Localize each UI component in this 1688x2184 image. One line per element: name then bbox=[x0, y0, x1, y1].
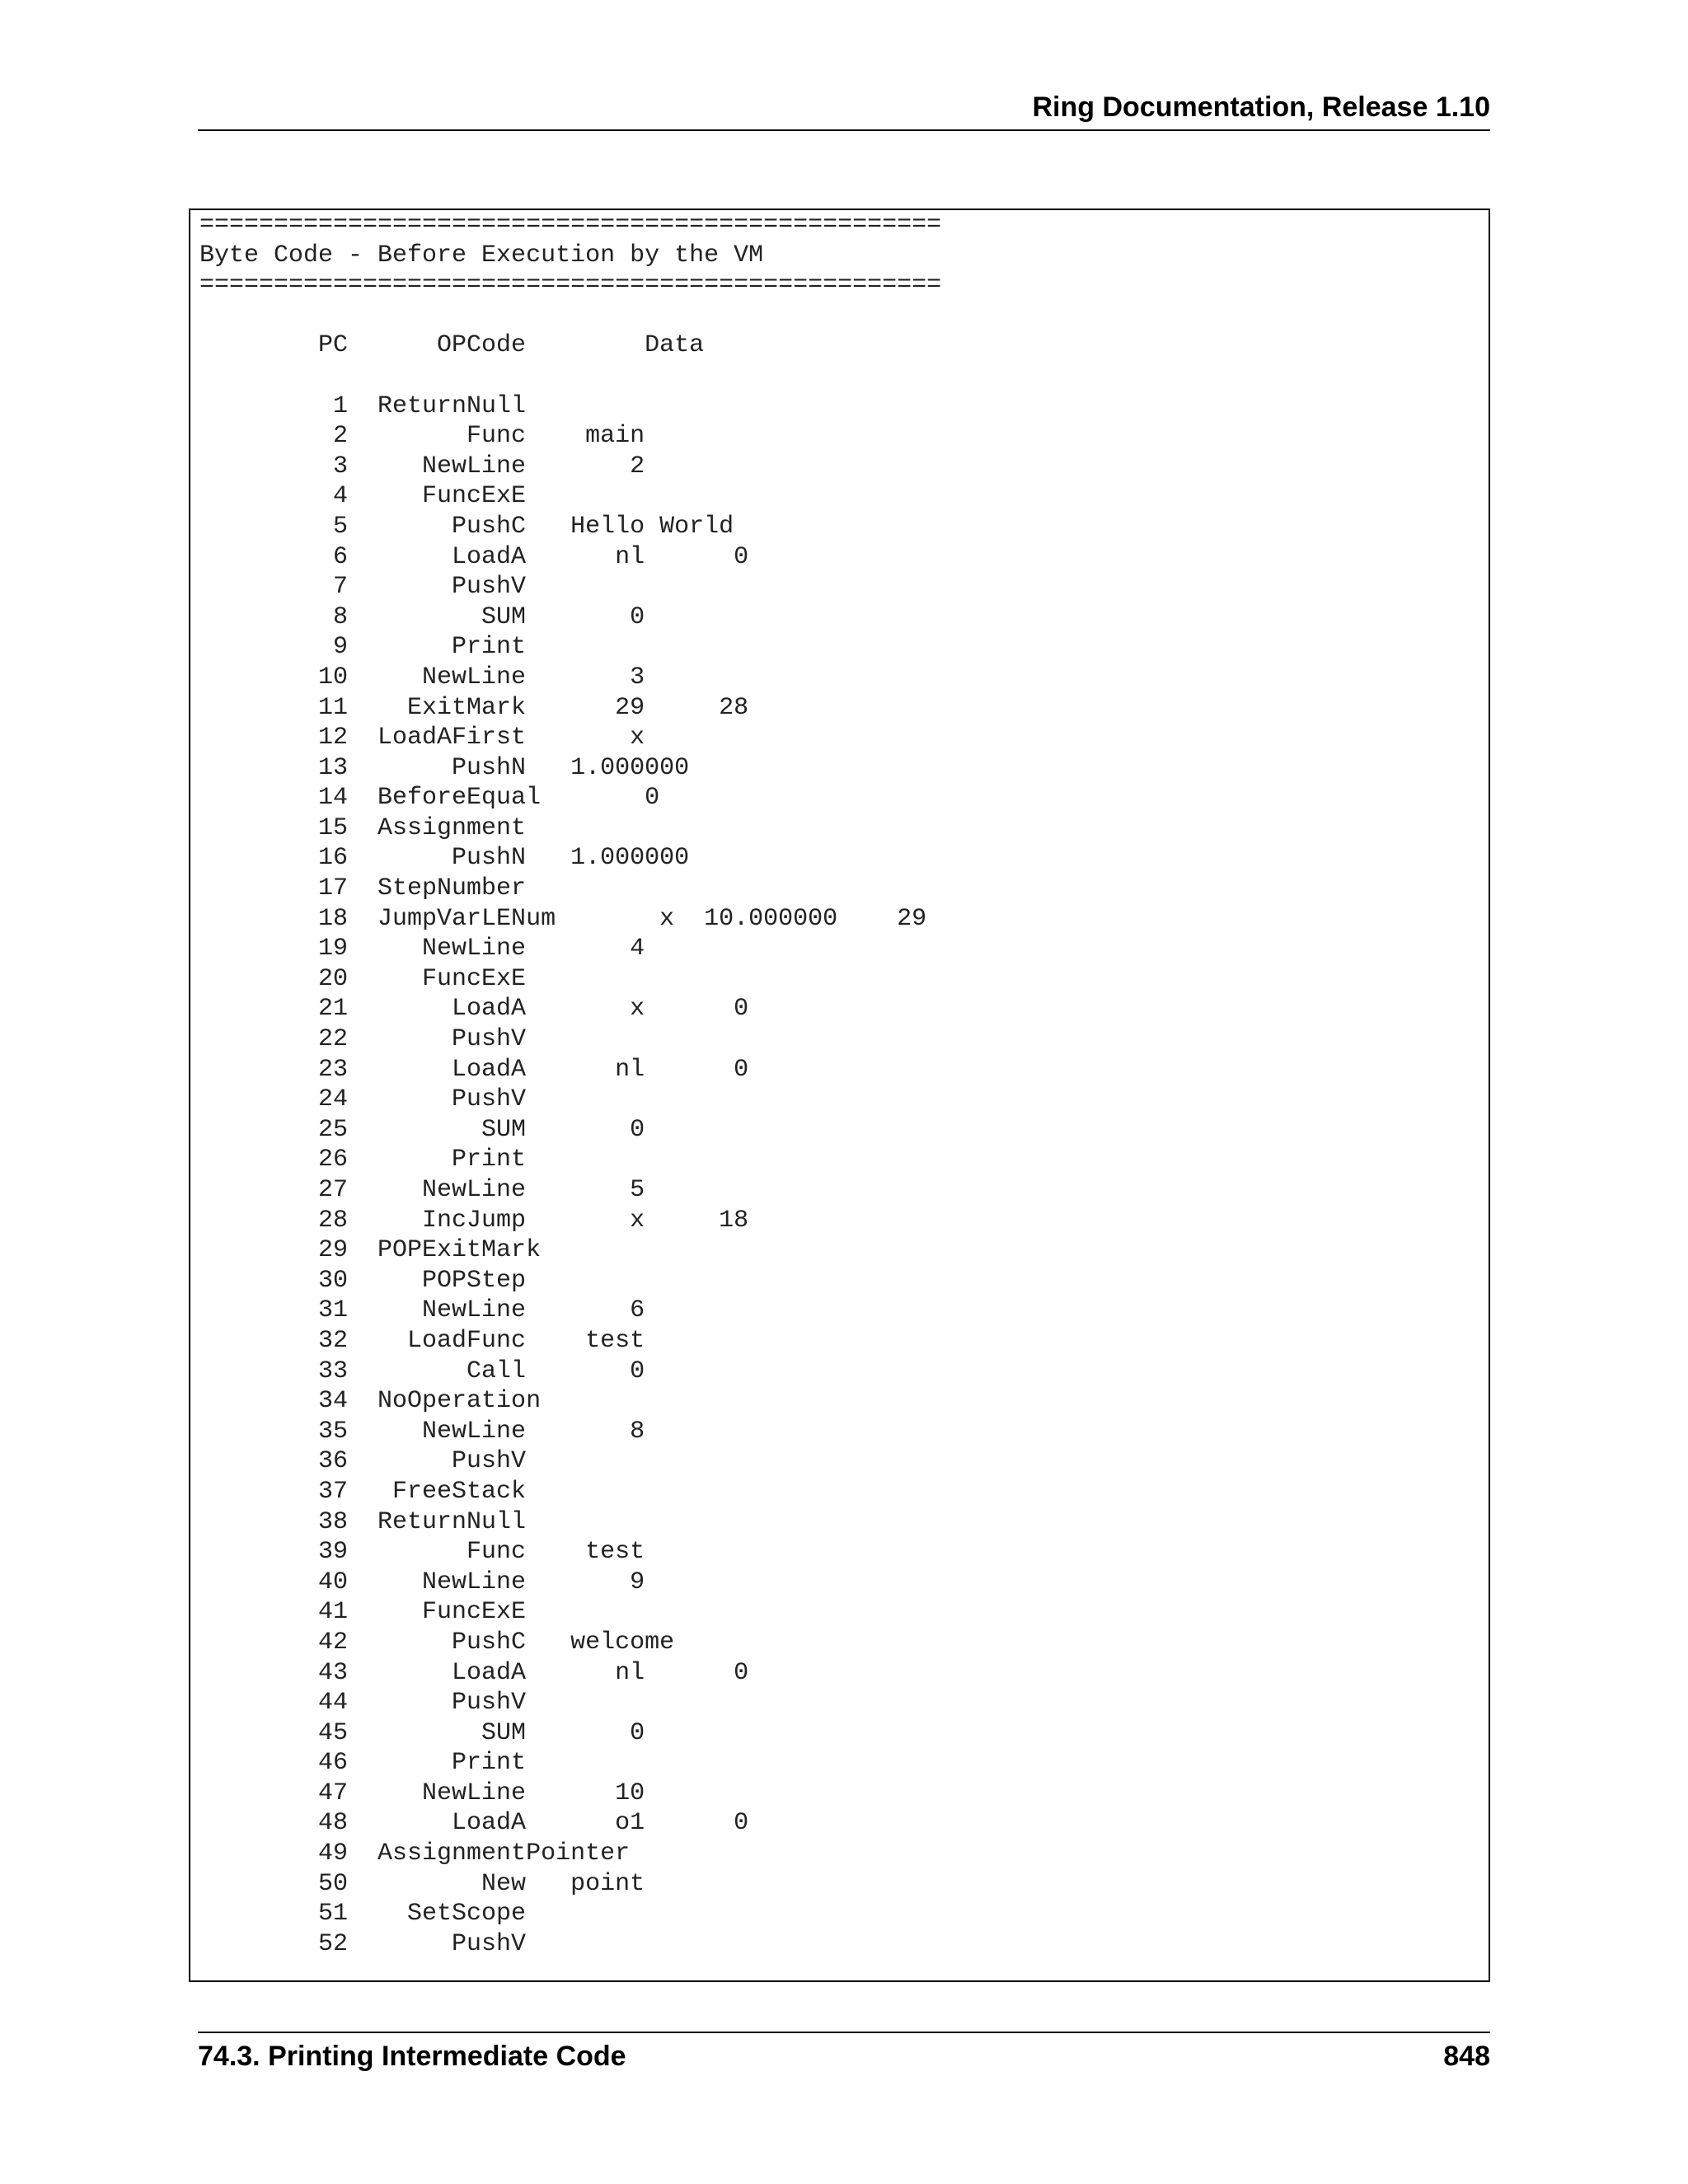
code-block bbox=[189, 209, 1490, 1982]
bytecode-listing: ================================================== Byte Code - Before Execution by the VM ================================================== PC OPCode Data 1 ReturnNull 2 Func main 3 NewLine 2 4 FuncExE 5 PushC Hello World 6 LoadA nl 0 7 PushV 8 SUM 0 9 Print 10 NewLine 3 11 ExitMark 29 28 12 LoadAFirst x 13 PushN 1.000000 14 BeforeEqual 0 15 Assignment 16 PushN 1.000000 17 StepNumber 18 JumpVarLENum x 10.000000 29 19 NewLine 4 20 FuncExE 21 LoadA x 0 22 PushV 23 LoadA nl 0 24 PushV 25 SUM 0 26 Print 27 NewLine 5 28 IncJump x 18 29 POPExitMark 30 POPStep 31 NewLine 6 32 LoadFunc test 33 Call 0 34 NoOperation 35 NewLine 8 36 PushV 37 FreeStack 38 ReturnNull 39 Func test 40 NewLine 9 41 FuncExE 42 PushC welcome 43 LoadA nl 0 44 PushV 45 SUM 0 46 Print 47 NewLine 10 48 LoadA o1 0 49 AssignmentPointer 50 New point 51 SetScope 52 PushV bbox=[199, 211, 942, 1958]
running-header-title: Ring Documentation, Release 1.10 bbox=[1032, 91, 1490, 123]
footer-divider bbox=[198, 2032, 1490, 2033]
footer-section-title: 74.3. Printing Intermediate Code bbox=[198, 2041, 626, 2072]
header-divider bbox=[198, 129, 1490, 131]
page-number: 848 bbox=[1443, 2041, 1490, 2072]
